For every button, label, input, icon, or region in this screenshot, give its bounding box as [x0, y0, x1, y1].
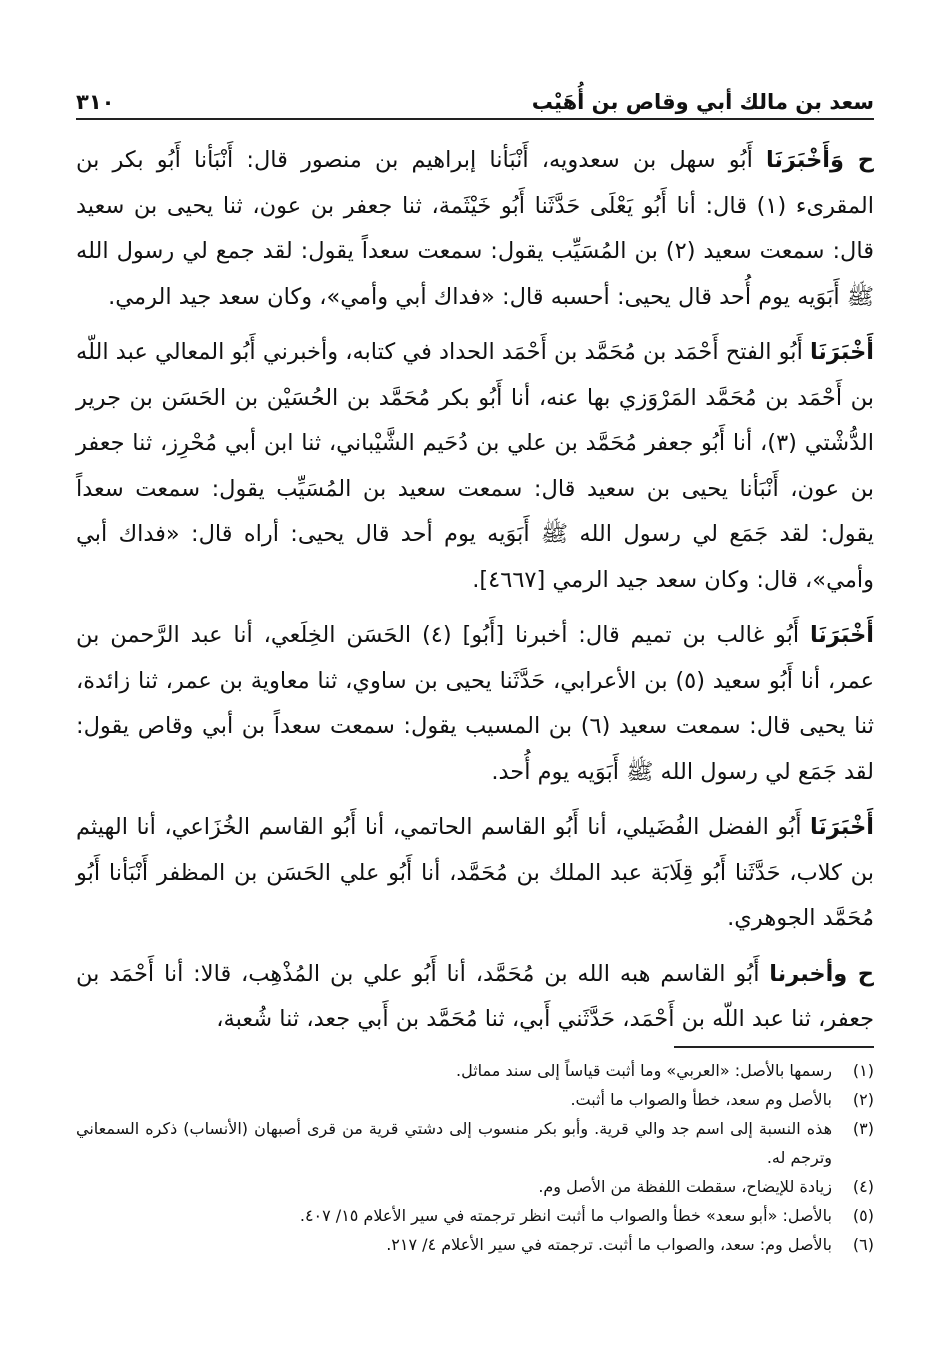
footnote-4 [76, 1172, 874, 1201]
footnote-text: بالأصل: «أبو سعد» خطأ والصواب ما أثبت انظر ترجمته في سير الأعلام ١٥/ ٤٠٧. [299, 1206, 832, 1225]
paragraph-5 [76, 952, 874, 1043]
footnotes [76, 1046, 874, 1259]
footnote-5 [76, 1201, 874, 1230]
paragraph-lead: ح وَأَخْبَرَنَا [766, 147, 875, 173]
paragraph-2 [76, 330, 874, 603]
footnote-2 [76, 1085, 874, 1114]
paragraph-1 [76, 138, 874, 320]
paragraph-lead: أَخْبَرَنَا [809, 339, 874, 365]
paragraph-text: أَبُو الفتح أَحْمَد بن مُحَمَّد بن أَحْمَد الحداد في كتابه، وأخبرني أَبُو المعالي عبد اللّه بن أَحْمَد بن مُحَمَّد المَرْوَزي بها عنه، أنا أَبُو بكر مُحَمَّد بن الحُسَيْن بن الحَسَن بن جرير الدُّشْتي (٣)، أنا أَبُو جعفر مُحَمَّد بن علي بن دُحَيم الشَّيْباني، ثنا ابن أبي مُحْرِز، ثنا جعفر بن عون، أَنْبَأنا يحيى بن سعيد قال: سمعت سعيد بن المُسَيِّب يقول: سمعت سعداً يقول: لقد جَمَع لي رسول الله ﷺ أَبَوَيه يوم أحد قال يحيى: أراه قال: «فداك أبي وأمي»، قال: وكان سعد جيد الرمي [٤٦٦٧]. [76, 339, 875, 593]
paragraph-text: أَبُو غالب بن تميم قال: أخبرنا [أَبُو] (٤) الحَسَن الخِلَعي، أنا عبد الرَّحمن بن عمر، أنا أَبُو سعيد (٥) بن الأعرابي، حَدَّثَنا يحيى بن ساوي، ثنا معاوية بن عمر، ثنا زائدة، ثنا يحيى قال: سمعت سعيد (٦) بن المسيب يقول: سمعت سعداً بن أبي وقاص يقول: لقد جَمَع لي رسول الله ﷺ أَبَوَيه يوم أُحد. [76, 622, 875, 785]
paragraph-lead: ح وأخبرنا [769, 960, 874, 987]
footnote-6 [76, 1230, 874, 1259]
footnote-text: هذه النسبة إلى اسم جد والي قرية. وأبو بكر منسوب إلى دشتي قرية من قرى أصبهان (الأنساب) ذكره السمعاني وترجم له. [76, 1119, 832, 1167]
paragraph-lead: أَخْبَرَنَا [809, 814, 874, 840]
footnote-number: (٤) [852, 1177, 874, 1196]
footnote-number: (٣) [852, 1119, 874, 1138]
footnote-1 [76, 1056, 874, 1085]
footnote-text: رسمها بالأصل: «العربي» وما أثبت قياساً إلى سند مماثل. [456, 1061, 832, 1080]
footnote-number: (٥) [852, 1206, 874, 1225]
footnote-text: بالأصل وم سعد، خطأ والصواب ما أثبت. [570, 1090, 832, 1109]
footnote-number: (٢) [852, 1090, 874, 1109]
footnote-text: زيادة للإيضاح، سقطت اللفظة من الأصل وم. [538, 1177, 832, 1196]
paragraph-text: أَبُو سهل بن سعدويه، أَنْبَأنا إبراهيم بن منصور قال: أَنْبَأنا أَبُو بكر بن المقرىء (١) قال: أنا أَبُو يَعْلَى حَدَّثَنا أَبُو خَيْثَمة، ثنا جعفر بن عون، ثنا يحيى بن سعيد قال: سمعت سعيد (٢) بن المُسَيِّب يقول: سمعت سعداً يقول: لقد جمع لي رسول الله ﷺ أَبَوَيه يوم أُحد قال يحيى: أحسبه قال: «فداك أبي وأمي»، وكان سعد جيد الرمي. [76, 147, 874, 310]
paragraph-3 [76, 613, 874, 795]
paragraph-4 [76, 805, 874, 942]
footnote-number: (١) [852, 1061, 874, 1080]
footnote-text: بالأصل وم: سعد، والصواب ما أثبت. ترجمته في سير الأعلام ٤/ ٢١٧. [386, 1235, 832, 1254]
footnote-3 [76, 1114, 874, 1172]
footnote-number: (٦) [852, 1235, 874, 1254]
footnote-divider [674, 1046, 874, 1048]
paragraph-lead: أَخْبَرَنَا [809, 622, 874, 648]
page-header [76, 70, 874, 120]
running-title: سعد بن مالك أبي وقاص بن أُهَيْب [531, 90, 874, 114]
paragraph-text: أَبُو الفضل الفُضَيلي، أنا أَبُو القاسم الحاتمي، أنا أَبُو القاسم الخُزَاعي، أنا الهيثم بن كلاب، حَدَّثَنا أَبُو قِلَابَة عبد الملك بن مُحَمَّد، أنا أَبُو علي الحَسَن بن المظفر أَنْبَأنا أَبُو مُحَمَّد الجوهري. [76, 814, 874, 931]
paragraph-text: أَبُو القاسم هبه الله بن مُحَمَّد، أنا أَبُو علي بن المُذْهِب، قالا: أنا أَحْمَد بن جعفر، ثنا عبد اللّه بن أَحْمَد، حَدَّثَني أَبي، ثنا مُحَمَّد بن أَبي جعد، ثنا شُعبة، [76, 960, 874, 1032]
main-text [76, 138, 874, 1043]
page-number: ٣١٠ [76, 90, 115, 114]
